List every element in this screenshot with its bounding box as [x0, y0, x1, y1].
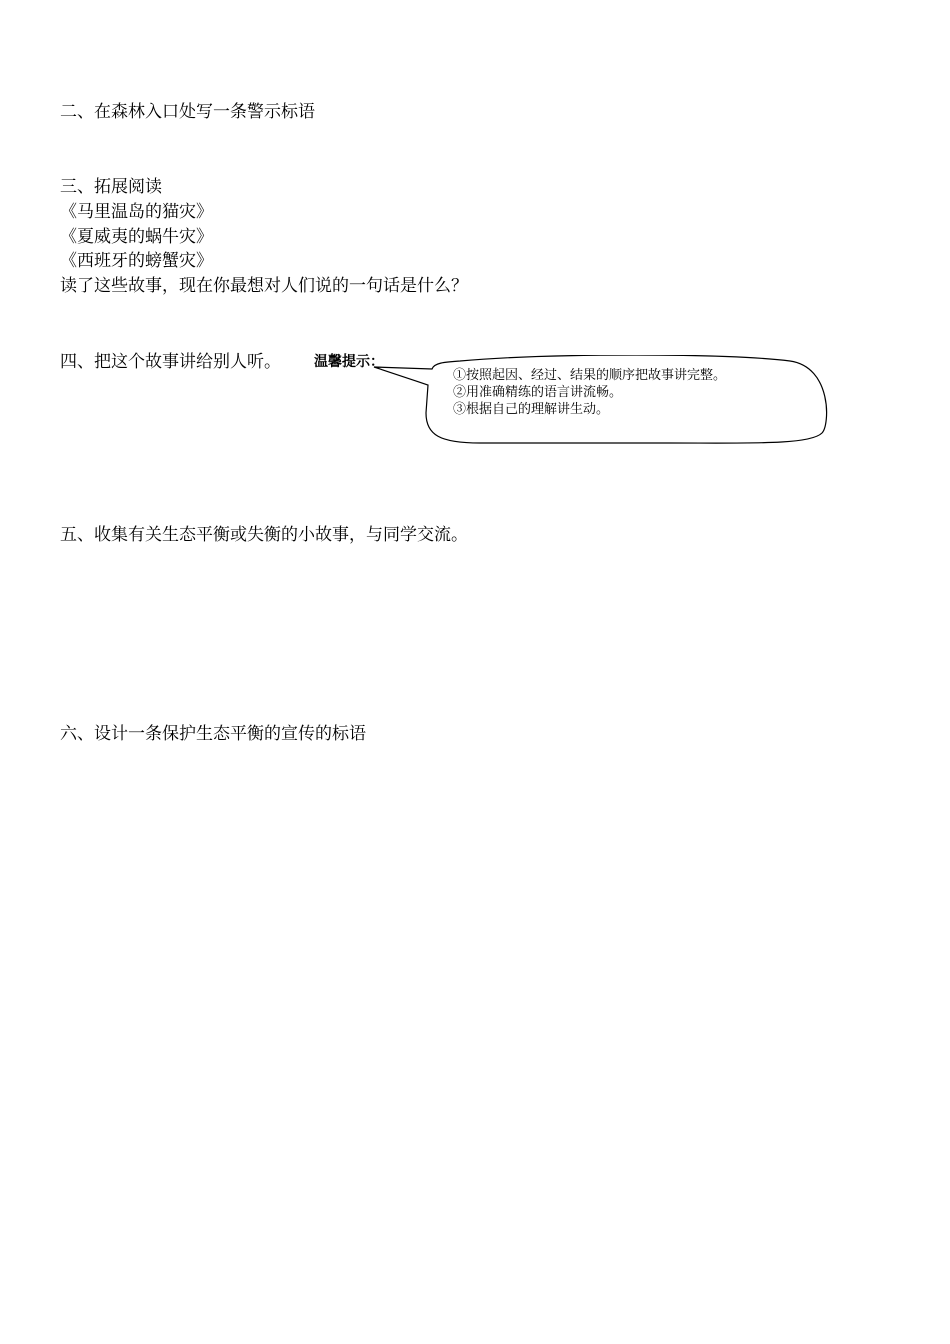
section-two-title: 二、在森林入口处写一条警示标语	[60, 102, 315, 122]
section-five-title: 五、收集有关生态平衡或失衡的小故事，与同学交流。	[60, 525, 468, 545]
reading-item-3: 《西班牙的螃蟹灾》	[60, 251, 213, 271]
section-three-title: 三、拓展阅读	[60, 177, 162, 197]
reading-item-2: 《夏威夷的蜗牛灾》	[60, 227, 213, 247]
tips-list	[453, 367, 726, 418]
section-six-title: 六、设计一条保护生态平衡的宣传的标语	[60, 724, 366, 744]
tip-item: ①按照起因、经过、结果的顺序把故事讲完整。	[453, 368, 727, 383]
reading-question: 读了这些故事，现在你最想对人们说的一句话是什么？	[60, 276, 468, 296]
section-four-title: 四、把这个故事讲给别人听。	[60, 352, 281, 372]
tip-item: ③根据自己的理解讲生动。	[453, 402, 610, 417]
reading-item-1: 《马里温岛的猫灾》	[60, 202, 213, 222]
tip-item: ②用准确精练的语言讲流畅。	[453, 385, 623, 400]
tip-label: 温馨提示：	[314, 354, 384, 370]
